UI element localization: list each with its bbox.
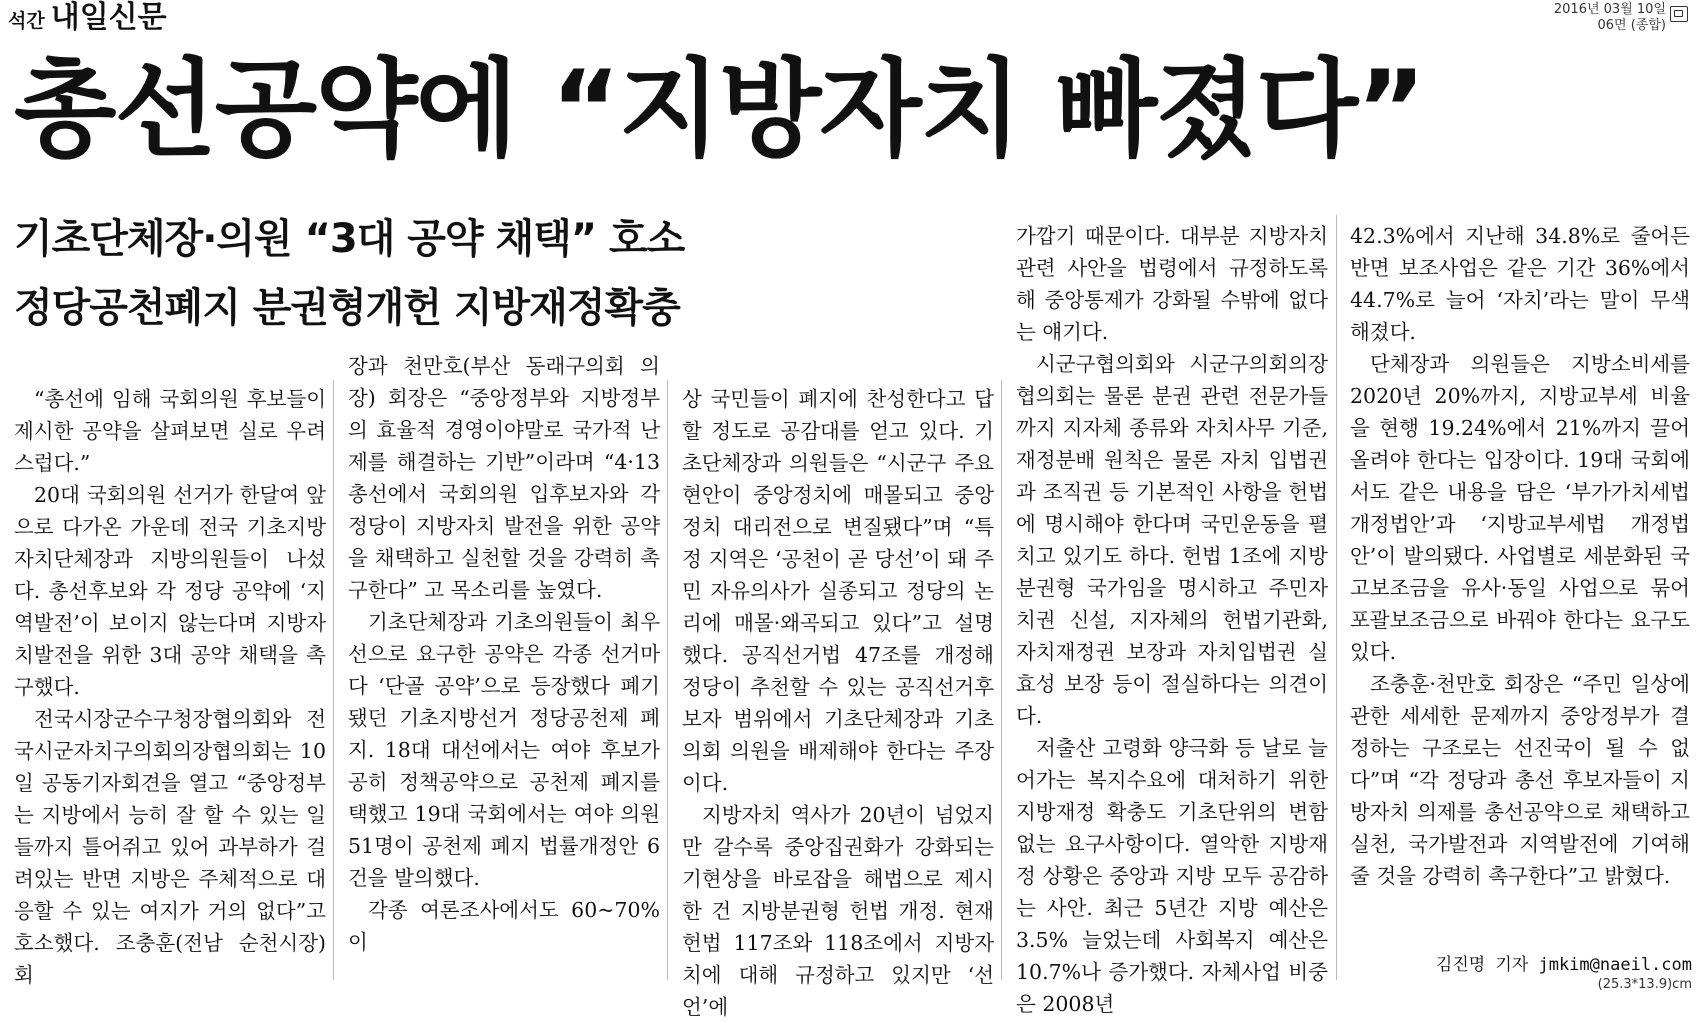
column-divider xyxy=(1001,380,1002,980)
article-size-note: (25.3*13.9)cm xyxy=(1597,977,1692,992)
article-column-4 xyxy=(1016,220,1328,1020)
article-paragraph: 전국시장군수구청장협의회와 전국시군자치구의회의장협의회는 10일 공동기자회견을 열고 “중앙정부는 지방에서 능히 잘 할 수 있는 일들까지 틀어쥐고 있어 과부하가 걸려있는 반면 지방은 주체적으로 대응할 수 있는 여지가 거의 없다”고 호소했다. 조충훈(전남 순천시장) 회 xyxy=(14,707,326,987)
article-paragraph: 상 국민들이 폐지에 찬성한다고 답할 정도로 공감대를 얻고 있다. 기초단체장과 의원들은 “시군구 주요 현안이 중앙정치에 매몰되고 중앙정치 대리전으로 변질됐다”며 “특정 지역은 ‘공천이 곧 당선’이 돼 주민 자유의사가 실종되고 정당의 논리에 매몰·왜곡되고 있다”고 설명했다. 공직선거법 47조를 개정해 정당이 추천할 수 있는 공직선거후보자 범위에서 기초단체장과 기초의회 의원을 배제해야 한다는 주장이다. xyxy=(682,387,994,795)
masthead xyxy=(8,2,167,36)
page-section: 06면 (종합) xyxy=(1597,18,1666,33)
article-paragraph: 42.3%에서 지난해 34.8%로 줄어든 반면 보조사업은 같은 기간 36%에서 44.7%로 늘어 ‘자치’라는 말이 무색해졌다. xyxy=(1350,224,1690,344)
article-paragraph: 각종 여론조사에서도 60~70% 이 xyxy=(348,898,660,954)
article-paragraph: 지방자치 역사가 20년이 넘었지만 갈수록 중앙집권화가 강화되는 기현상을 바로잡을 해법으로 제시한 건 지방분권형 헌법 개정. 현재 헌법 117조와 118조에서 지방자치에 대해 규정하고 있지만 ‘선언’에 xyxy=(682,803,994,1019)
byline: 김진명 기자 jmkim@naeil.com xyxy=(1435,955,1692,975)
masthead-logo: 내일신문 xyxy=(50,0,167,35)
article-column-3 xyxy=(682,383,994,1023)
article-paragraph: 단체장과 의원들은 지방소비세를 2020년 20%까지, 지방교부세 비율을 현행 19.24%에서 21%까지 끌어올려야 한다는 입장이다. 19대 국회에서도 같은 내용을 담은 ‘부가가치세법 개정법안’과 ‘지방교부세법 개정법안’이 발의됐다. 사업별로 세분화된 국고보조금을 유사·동일 사업으로 묶어 포괄보조금으로 바꿔야 한다는 요구도 있다. xyxy=(1350,352,1690,664)
masthead-edition: 석간 xyxy=(8,10,45,32)
subheadline-1: 기초단체장·의원 “3대 공약 채택” 호소 xyxy=(14,216,685,262)
article-column-5 xyxy=(1350,220,1690,892)
article-paragraph: 기초단체장과 기초의원들이 최우선으로 요구한 공약은 각종 선거마다 ‘단골 공약’으로 등장했다 폐기됐던 기초지방선거 정당공천제 폐지. 18대 대선에서는 여야 후보가 공히 정책공약으로 공천제 폐지를 택했고 19대 국회에서는 여야 의원 51명이 공천제 폐지 법률개정안 6건을 발의했다. xyxy=(348,610,660,890)
headline: 총선공약에 “지방자치 빠졌다” xyxy=(14,48,1424,171)
article-paragraph: 저출산 고령화 양극화 등 날로 늘어가는 복지수요에 대처하기 위한 지방재정 확충도 기초단위의 변함없는 요구사항이다. 열악한 지방재정 상황은 중앙과 지방 모두 공감하는 사안. 최근 5년간 지방 예산은 3.5% 늘었는데 사회복지 예산은 10.7%나 증가했다. 자체사업 비중은 2008년 xyxy=(1016,736,1328,1016)
publication-date: 2016년 03월 10일 xyxy=(1553,2,1666,17)
article-paragraph: 조충훈·천만호 회장은 “주민 일상에 관한 세세한 문제까지 중앙정부가 결정하는 구조로는 선진국이 될 수 없다”며 “각 정당과 총선 후보자들이 지방자치 의제를 총선공약으로 채택하고 실천, 국가발전과 지역발전에 기여해줄 것을 강력히 촉구한다”고 밝혔다. xyxy=(1350,672,1690,888)
subheadline-2: 정당공천폐지 분권형개헌 지방재정확충 xyxy=(14,285,680,331)
article-paragraph: “총선에 임해 국회의원 후보들이 제시한 공약을 살펴보면 실로 우려스럽다.” xyxy=(14,387,326,475)
article-column-2 xyxy=(348,350,660,958)
article-paragraph: 가깝기 때문이다. 대부분 지방자치 관련 사안을 법령에서 규정하도록 해 중앙통제가 강화될 수밖에 없다는 얘기다. xyxy=(1016,224,1328,344)
article-paragraph: 시군구협의회와 시군구의회의장협의회는 물론 분권 관련 전문가들까지 지자체 종류와 자치사무 기준, 재정분배 원칙은 물론 자치 입법권과 조직권 등 기본적인 사항을 헌법에 명시해야 한다며 국민운동을 펼치고 있기도 하다. 헌법 1조에 지방분권형 국가임을 명시하고 주민자치권 신설, 지자체의 헌법기관화, 자치재정권 보장과 자치입법권 실효성 보장 등이 절실하다는 의견이다. xyxy=(1016,352,1328,728)
column-divider xyxy=(667,380,668,980)
column-divider xyxy=(333,380,334,980)
page-meta xyxy=(1554,2,1692,34)
print-icon[interactable] xyxy=(1670,6,1688,22)
article-column-1 xyxy=(14,383,326,991)
article-paragraph: 20대 국회의원 선거가 한달여 앞으로 다가온 가운데 전국 기초지방자치단체장과 지방의원들이 나섰다. 총선후보와 각 정당 공약에 ‘지역발전’이 보이지 않는다며 지방자치발전을 위한 3대 공약 채택을 촉구했다. xyxy=(14,483,326,699)
article-paragraph: 장과 천만호(부산 동래구의회 의장) 회장은 “중앙정부와 지방정부의 효율적 경영이야말로 국가적 난제를 해결하는 기반”이라며 “4·13총선에서 국회의원 입후보자와 각 정당이 지방자치 발전을 위한 공약을 채택하고 실천할 것을 강력히 촉구한다” 고 목소리를 높였다. xyxy=(348,354,660,602)
column-divider xyxy=(1336,215,1337,980)
